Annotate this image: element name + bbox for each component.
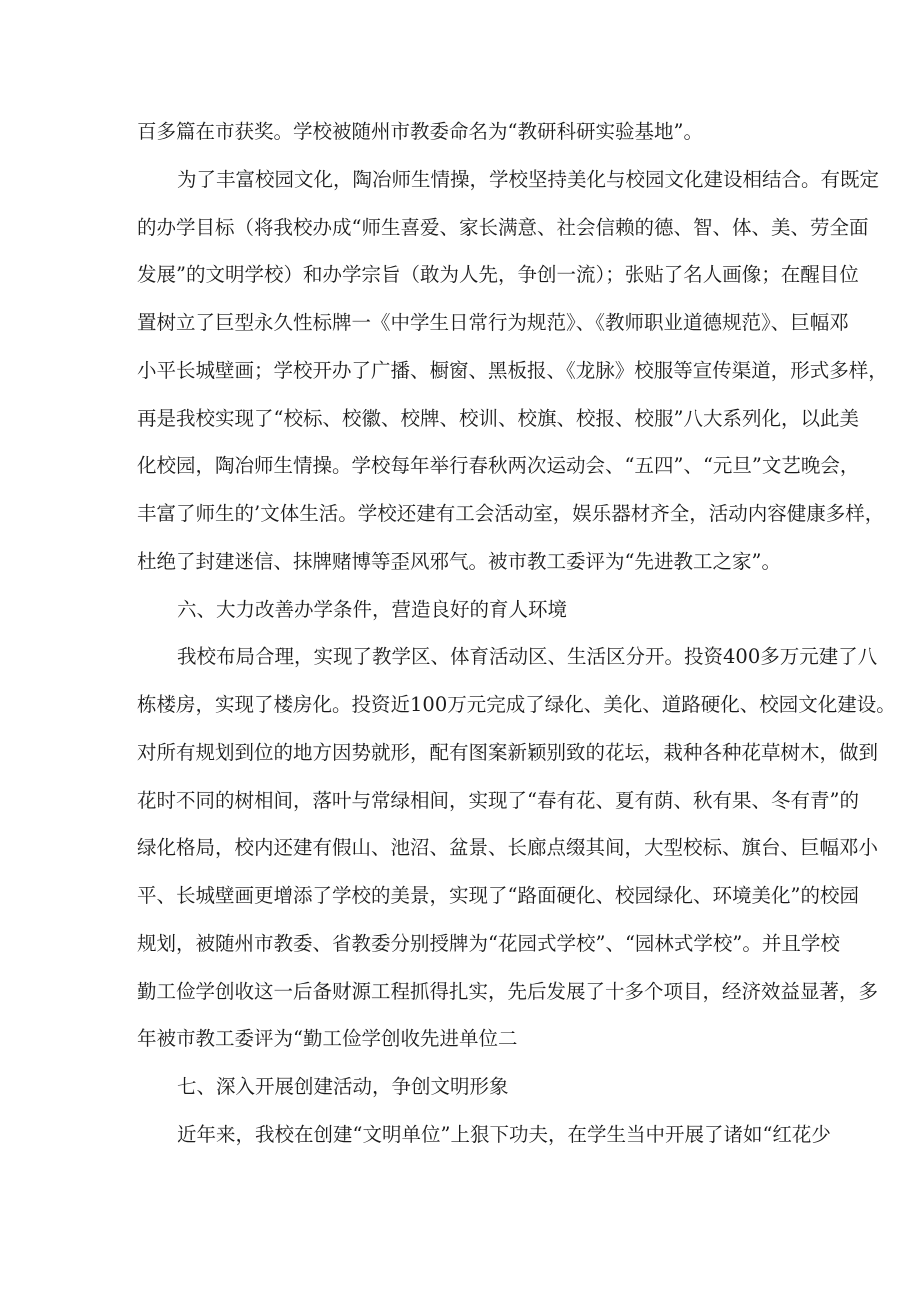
- text-line: 置树立了巨型永久性标牌一《中学生日常行为规范》、《教师职业道德规范》、巨幅邓: [137, 311, 849, 334]
- text-line: 杜绝了封建迷信、抹牌赌博等歪风邪气。被市教工委评为“先进教工之家”。: [137, 550, 781, 573]
- text-line: 规划，被随州市教委、省教委分别授牌为“花园式学校”、“园林式学校”。并且学校: [137, 932, 840, 955]
- text-line: 年被市教工委评为“勤工俭学创收先进单位二: [137, 1027, 518, 1050]
- paragraph-first-line: 近年来，我校在创建“文明单位”上狠下功夫，在学生当中开展了诸如“红花少: [177, 1123, 831, 1146]
- text-line: 化校园，陶冶师生情操。学校每年举行春秋两次运动会、“五四”、“元旦”文艺晚会，: [137, 454, 860, 477]
- text-line: 平、长城壁画更增添了学校的美景，实现了“路面硬化、校园绿化、环境美化”的校园: [137, 884, 859, 907]
- text-line: 百多篇在市获奖。学校被随州市教委命名为“教研科研实验基地”。: [137, 120, 703, 143]
- text-line: 绿化格局，校内还建有假山、池沼、盆景、长廊点缀其间，大型校标、旗台、巨幅邓小: [137, 836, 879, 859]
- text-line: 小平长城壁画；学校开办了广播、橱窗、黑板报、《龙脉》校服等宣传渠道，形式多样，: [137, 359, 888, 382]
- text-line: 的办学目标（将我校办成“师生喜爱、家长满意、社会信赖的德、智、体、美、劳全面: [137, 216, 869, 239]
- paragraph-first-line: 为了丰富校园文化，陶冶师生情操，学校坚持美化与校园文化建设相结合。有既定: [177, 168, 880, 191]
- text-line: 栋楼房，实现了楼房化。投资近100万元完成了绿化、美化、道路硬化、校园文化建设。: [137, 693, 896, 716]
- text-line: 勤工俭学创收这一后备财源工程抓得扎实，先后发展了十多个项目，经济效益显著，多: [137, 980, 879, 1003]
- text-line: 再是我校实现了“校标、校徽、校牌、校训、校旗、校报、校服”八大系列化，以此美: [137, 407, 859, 430]
- text-line: 发展”的文明学校）和办学宗旨（敢为人先，争创一流）；张贴了名人画像；在醒目位: [137, 263, 859, 286]
- section-heading: 七、深入开展创建活动，争创文明形象: [177, 1075, 509, 1098]
- text-line: 对所有规划到位的地方因势就形，配有图案新颖别致的花坛，栽种各种花草树木，做到: [137, 741, 879, 764]
- text-line: 丰富了师生的’文体生活。学校还建有工会活动室，娱乐器材齐全，活动内容健康多样，: [137, 502, 885, 525]
- text-line: 花时不同的树相间，落叶与常绿相间，实现了“春有花、夏有荫、秋有果、冬有青”的: [137, 789, 859, 812]
- section-heading: 六、大力改善办学条件，营造良好的育人环境: [177, 598, 568, 621]
- paragraph-first-line: 我校布局合理，实现了教学区、体育活动区、生活区分开。投资400多万元建了八: [177, 645, 878, 668]
